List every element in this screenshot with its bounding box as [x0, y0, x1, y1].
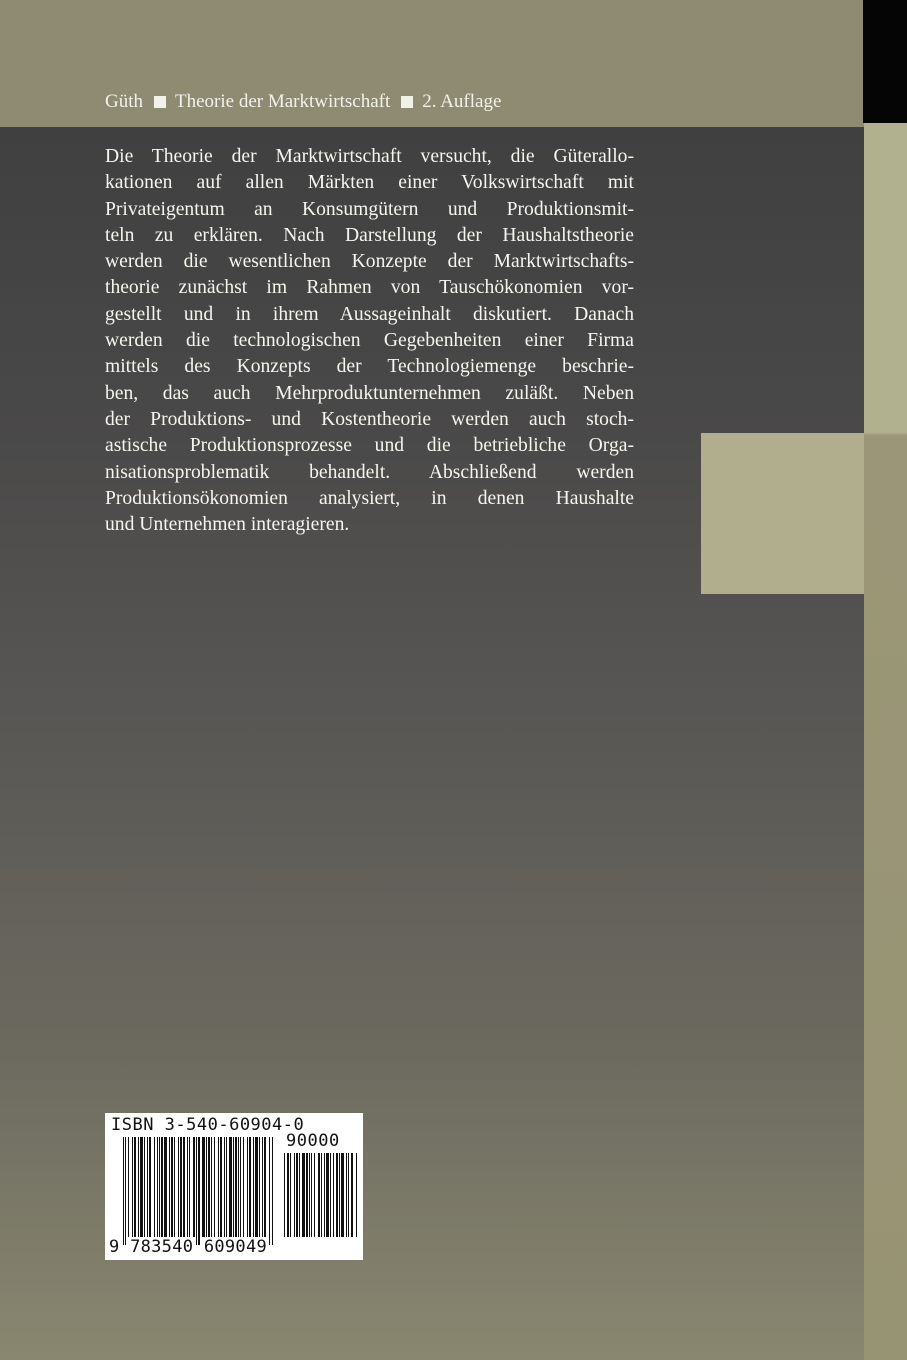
- barcode-bar: [333, 1153, 334, 1237]
- barcode-bar: [351, 1153, 353, 1237]
- edition-label: 2. Auflage: [422, 91, 502, 112]
- barcode-bar: [247, 1137, 248, 1237]
- barcode-bar: [140, 1137, 143, 1237]
- barcode-bar: [233, 1137, 234, 1237]
- blurb-line: Privateigentum an Konsumgütern und Produktionsmit-: [105, 198, 634, 220]
- barcode-bar: [264, 1137, 266, 1237]
- book-title: Theorie der Marktwirtschaft: [175, 91, 391, 112]
- barcode-bar: [169, 1137, 170, 1237]
- accent-block: [701, 433, 864, 594]
- barcode-bar: [326, 1153, 329, 1237]
- barcode-bar: [318, 1153, 320, 1237]
- barcode-bar: [224, 1137, 225, 1237]
- barcode-bar: [206, 1137, 207, 1237]
- barcode-bar: [255, 1137, 258, 1237]
- barcode-bar: [132, 1137, 133, 1237]
- barcode-bar: [183, 1137, 185, 1237]
- barcode-bar: [229, 1137, 232, 1237]
- blurb-line: teln zu erklären. Nach Darstellung der Haushaltstheorie: [105, 224, 634, 246]
- barcode-bar: [299, 1153, 300, 1237]
- isbn-label: ISBN 3-540-60904-0: [111, 1115, 305, 1135]
- barcode-bar: [154, 1137, 155, 1237]
- blurb-line: gestellt und in ihrem Aussageinhalt diskutiert. Danach: [105, 303, 634, 325]
- barcode-bar: [174, 1137, 175, 1237]
- barcode-bar: [284, 1153, 285, 1237]
- barcode-bar: [193, 1137, 195, 1237]
- barcode-bar: [180, 1137, 182, 1237]
- barcode-bar: [144, 1137, 145, 1237]
- barcode-bar: [346, 1153, 347, 1237]
- blurb-line: Produktionsökonomien analysiert, in denen Haushalte: [105, 487, 634, 509]
- barcode-bar: [262, 1137, 263, 1237]
- barcode-bar: [238, 1137, 239, 1237]
- barcode-bar: [356, 1153, 357, 1237]
- blurb-line: der Produktions- und Kostentheorie werden auch stoch-: [105, 408, 634, 430]
- square-separator-icon: [401, 96, 413, 108]
- blurb-line: ben, das auch Mehrproduktunternehmen zuläßt. Neben: [105, 382, 634, 404]
- barcode-bar: [339, 1153, 340, 1237]
- barcode-bar: [147, 1137, 148, 1237]
- barcode-bar: [189, 1137, 190, 1237]
- barcode-bar: [198, 1137, 200, 1245]
- barcode-bar: [123, 1137, 124, 1245]
- barcode-bar: [259, 1137, 260, 1237]
- barcode-bar: [214, 1137, 215, 1237]
- blurb-line: nisationsproblematik behandelt. Abschließend werden: [105, 461, 634, 483]
- barcode-bar: [306, 1153, 308, 1237]
- ean-barcode-bars: [123, 1137, 273, 1245]
- ean-digits: 9 783540 609049: [109, 1237, 268, 1257]
- blurb-line: astische Produktionsprozesse und die betriebliche Orga-: [105, 435, 634, 457]
- author-name: Güth: [105, 91, 143, 112]
- barcode-bar: [324, 1153, 325, 1237]
- barcode-bar: [296, 1153, 298, 1237]
- barcode-bar: [269, 1137, 270, 1245]
- barcode-bar: [287, 1153, 289, 1237]
- barcode-bar: [149, 1137, 151, 1237]
- barcode-bar: [294, 1153, 295, 1237]
- barcode-bar: [243, 1137, 244, 1237]
- barcode-bar: [159, 1137, 160, 1237]
- barcode-bar: [202, 1137, 205, 1237]
- barcode-bar: [249, 1137, 251, 1237]
- barcode-bar: [272, 1137, 273, 1245]
- cover-header: [105, 90, 501, 114]
- addon-barcode-bars: [284, 1153, 358, 1245]
- barcode-bar: [178, 1137, 179, 1237]
- barcode-bar: [348, 1153, 349, 1237]
- blurb-line: kationen auf allen Märkten einer Volkswirtschaft mit: [105, 172, 634, 194]
- barcode-bar: [321, 1153, 322, 1237]
- blurb-line: werden die technologischen Gegebenheiten einer Firma: [105, 330, 634, 352]
- blurb-line: theorie zunächst im Rahmen von Tauschökonomien vor-: [105, 277, 634, 299]
- barcode-bar: [164, 1137, 167, 1237]
- barcode-bar: [161, 1137, 163, 1237]
- barcode-bar: [253, 1137, 254, 1237]
- barcode-bar: [235, 1137, 237, 1237]
- barcode-bar: [311, 1153, 312, 1237]
- barcode-bar: [134, 1137, 136, 1237]
- square-separator-icon: [154, 96, 166, 108]
- barcode-bar: [226, 1137, 227, 1237]
- blurb-line: mittels des Konzepts der Technologiemenge beschrie-: [105, 356, 634, 378]
- barcode-bar: [330, 1153, 331, 1237]
- barcode-bar: [240, 1137, 241, 1237]
- barcode-bar: [309, 1153, 310, 1237]
- barcode-bar: [196, 1137, 197, 1245]
- barcode-bar: [157, 1137, 158, 1237]
- barcode-bar: [171, 1137, 173, 1237]
- barcode-bar: [341, 1153, 344, 1237]
- barcode-bar: [187, 1137, 188, 1237]
- spine-black-tab: [863, 0, 907, 123]
- blurb-line: Die Theorie der Marktwirtschaft versucht, die Güterallo-: [105, 146, 634, 167]
- barcode-bar: [208, 1137, 210, 1237]
- barcode-bar: [290, 1153, 291, 1237]
- blurb-text: [105, 144, 634, 538]
- price-addon-digits: 90000: [286, 1131, 340, 1151]
- barcode-bar: [336, 1153, 338, 1237]
- barcode-bar: [218, 1137, 219, 1237]
- blurb-line: werden die wesentlichen Konzepte der Marktwirtschafts-: [105, 251, 634, 273]
- blurb-line: und Unternehmen interagieren.: [105, 514, 350, 536]
- barcode-bar: [138, 1137, 139, 1237]
- barcode-bar: [211, 1137, 212, 1237]
- isbn-barcode: [105, 1113, 363, 1260]
- barcode-bar: [314, 1153, 315, 1237]
- barcode-bar: [128, 1137, 129, 1237]
- barcode-bar: [125, 1137, 126, 1245]
- barcode-bar: [302, 1153, 305, 1237]
- barcode-bar: [220, 1137, 222, 1237]
- spine-strip: [864, 123, 907, 1360]
